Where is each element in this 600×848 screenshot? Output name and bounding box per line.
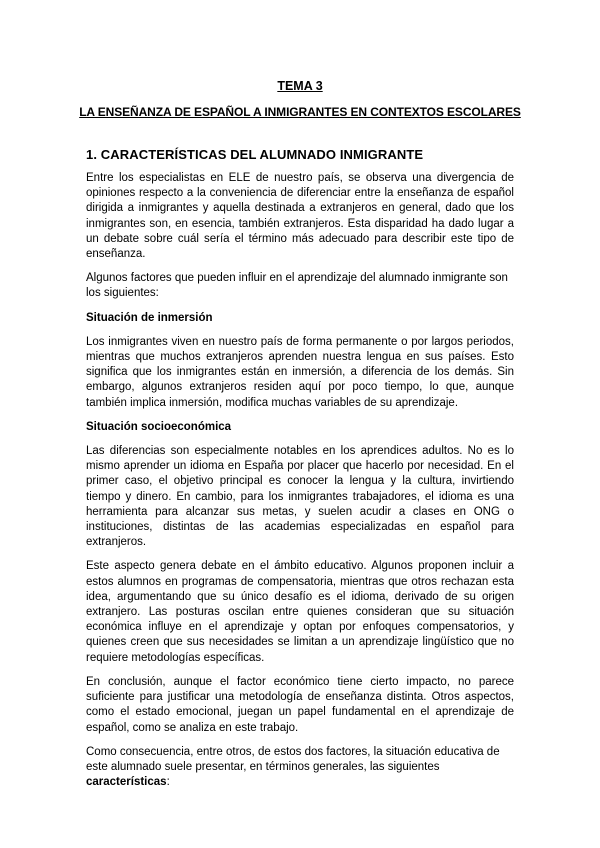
subheading-inmersion: Situación de inmersión [86,311,213,324]
final-paragraph [86,745,514,791]
final-paragraph-lead: Como consecuencia, entre otros, de estos dos factores, la situación educativa de este alumnado suele presentar, en términos generales, las siguientes [86,745,500,773]
intro-paragraph: Entre los especialistas en ELE de nuestro país, se observa una divergencia de opiniones respecto a la conveniencia de diferenciar entre la enseñanza de español dirigida a inmigrantes y aquella destinada a extranjeros en general, dado que los inmigrantes son, en esencia, también extranjeros. Esta disparidad ha dado lugar a un debate sobre cuál sería el término más adecuado para describir este tipo de enseñanza. [86,172,514,261]
factors-intro-paragraph: Algunos factores que pueden influir en el aprendizaje del alumnado inmigrante son los siguientes: [86,272,508,300]
section-heading: 1. CARACTERÍSTICAS DEL ALUMNADO INMIGRANTE [86,147,424,162]
topic-number: TEMA 3 [277,79,323,93]
inmersion-paragraph: Los inmigrantes viven en nuestro país de forma permanente o por largos periodos, mientras que muchos extranjeros aprenden nuestra lengua en sus países. Esto significa que los inmigrantes están en inmersión, a diferencia de los demás. Sin embargo, algunos extranjeros residen aquí por poco tiempo, lo que, aunque también implica inmersión, modifica muchas variables de su aprendizaje. [86,335,514,409]
final-paragraph-end: : [166,776,170,789]
socio-paragraph-1: Las diferencias son especialmente notables en los aprendices adultos. No es lo mismo aprender un idioma en España por placer que hacerlo por necesidad. En el primer caso, el objetivo principal es conocer la lengua y la cultura, invirtiendo tiempo y dinero. En cambio, para los inmigrantes trabajadores, el idioma es una herramienta para alcanzar sus metas, y suelen acudir a clases en ONG o instituciones, distintas de las academias especializadas en español para extranjeros. [86,445,514,549]
conclusion-paragraph: En conclusión, aunque el factor económico tiene cierto impacto, no parece suficiente para justificar una metodología de enseñanza distinta. Otros aspectos, como el estado emocional, juegan un papel fundamental en el aprendizaje de español, como se analiza en este trabajo. [86,675,514,734]
socio-paragraph-2: Este aspecto genera debate en el ámbito educativo. Algunos proponen incluir a estos alumnos en programas de compensatoria, mientras que otros rechazan esta idea, argumentando que su único desafío es el idioma, derivado de su origen extranjero. Las posturas oscilan entre quienes consideran que su situación económica influye en el aprendizaje y optan por enfoques compensatorios, y quienes creen que sus necesidades se limitan a un aprendizaje lingüístico que no requiere metodologías específicas. [86,560,514,664]
document-title: LA ENSEÑANZA DE ESPAÑOL A INMIGRANTES EN CONTEXTOS ESCOLARES [79,105,521,119]
final-paragraph-bold: características [86,776,167,789]
subheading-socioeconomica: Situación socioeconómica [86,420,232,433]
document-body [86,171,514,799]
